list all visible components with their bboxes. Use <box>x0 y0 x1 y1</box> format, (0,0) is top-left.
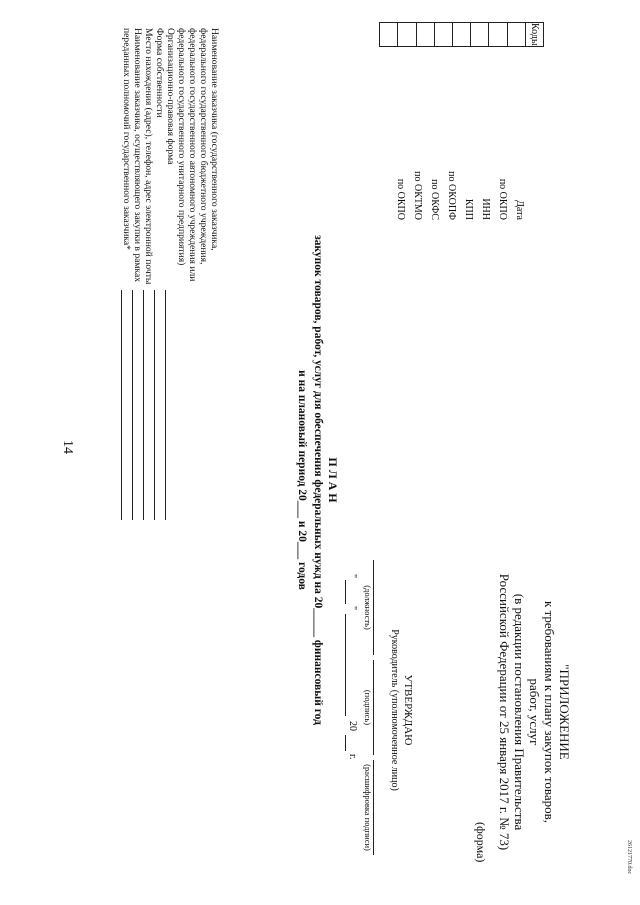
form-note: (форма) <box>474 822 488 863</box>
date-quote-open: " <box>347 574 358 579</box>
field-label: федерального государственного автономного учреждения или <box>187 28 198 282</box>
year-line <box>345 735 346 751</box>
field-fill-line <box>165 290 166 520</box>
position-caption: (должность) <box>363 585 373 630</box>
appendix-line: (в редакции постановления Правительства <box>512 593 527 831</box>
codes-cell <box>471 23 489 47</box>
transcript-line <box>373 760 374 855</box>
day-line <box>345 580 346 604</box>
date-quote-close: " <box>347 606 358 611</box>
appendix-line: Российской Федерации от 25 января 2017 г. № 73) <box>497 573 512 851</box>
appendix-line: работ, услуг <box>527 678 542 746</box>
position-line <box>373 560 374 655</box>
code-row-label: по ОКТМО <box>412 171 423 220</box>
field-label: переданных полномочий государственного заказчика* <box>121 28 132 250</box>
codes-cell <box>489 23 507 47</box>
form-fields <box>121 28 220 408</box>
approval-subtitle: Руководитель (уполномоченное лицо) <box>389 629 400 791</box>
code-row-label: ИНН <box>480 198 491 220</box>
codes-header: Коды <box>525 23 543 47</box>
field-fill-line <box>143 290 144 520</box>
codes-cell <box>507 23 525 47</box>
signature-line <box>373 660 374 755</box>
field-label: федерального государственного унитарного предприятия) <box>176 28 187 266</box>
code-row-label: КПП <box>463 198 474 220</box>
footer-filename: 26121770.doc <box>626 840 632 875</box>
codes-cell <box>380 23 398 47</box>
codes-cell <box>416 23 434 47</box>
field-fill-line <box>121 290 122 520</box>
codes-cell <box>398 23 416 47</box>
field-fill-line <box>132 290 133 520</box>
year-suffix: г. <box>347 754 358 760</box>
month-line <box>345 614 346 716</box>
field-label: Наименование заказчика, осуществляющего закупки в рамках <box>132 28 143 283</box>
appendix-header <box>497 562 572 862</box>
plan-subtitle: закупок товаров, работ, услуг для обеспечения федеральных нужд на 20_____ финансовый год <box>312 235 324 725</box>
appendix-line: "ПРИЛОЖЕНИЕ <box>557 664 572 760</box>
codes-cell <box>453 23 471 47</box>
transcript-caption: (расшифровка подписи) <box>363 764 373 851</box>
plan-title: П Л А Н <box>326 457 340 503</box>
signature-caption: (подпись) <box>363 689 373 726</box>
field-label: Наименование заказчика (государственного заказчика, <box>209 28 220 251</box>
year-prefix: 20 <box>347 721 358 731</box>
code-row-label: Дата <box>514 200 525 220</box>
field-fill-line <box>154 290 155 520</box>
code-row-label: по ОКФС <box>429 179 440 220</box>
field-label: Место нахождения (адрес), телефон, адрес электронной почты <box>143 28 154 285</box>
appendix-line: к требованиям к плану закупок товаров, <box>542 600 557 824</box>
field-label: Организационно-правовая форма <box>165 28 176 165</box>
code-row-label: по ОКПО <box>497 178 508 220</box>
field-label: Форма собственности <box>154 28 165 118</box>
field-label: федерального государственного бюджетного учреждения, <box>198 28 209 265</box>
page-number: 14 <box>60 440 75 454</box>
code-row-label: по ОКОПФ <box>446 171 457 220</box>
codes-cell <box>434 23 452 47</box>
plan-period: и на плановый период 20___ и 20___ годов <box>296 370 308 590</box>
approval-title: УТВЕРЖДАЮ <box>402 674 414 746</box>
code-row-label: по ОКПО <box>395 178 406 220</box>
